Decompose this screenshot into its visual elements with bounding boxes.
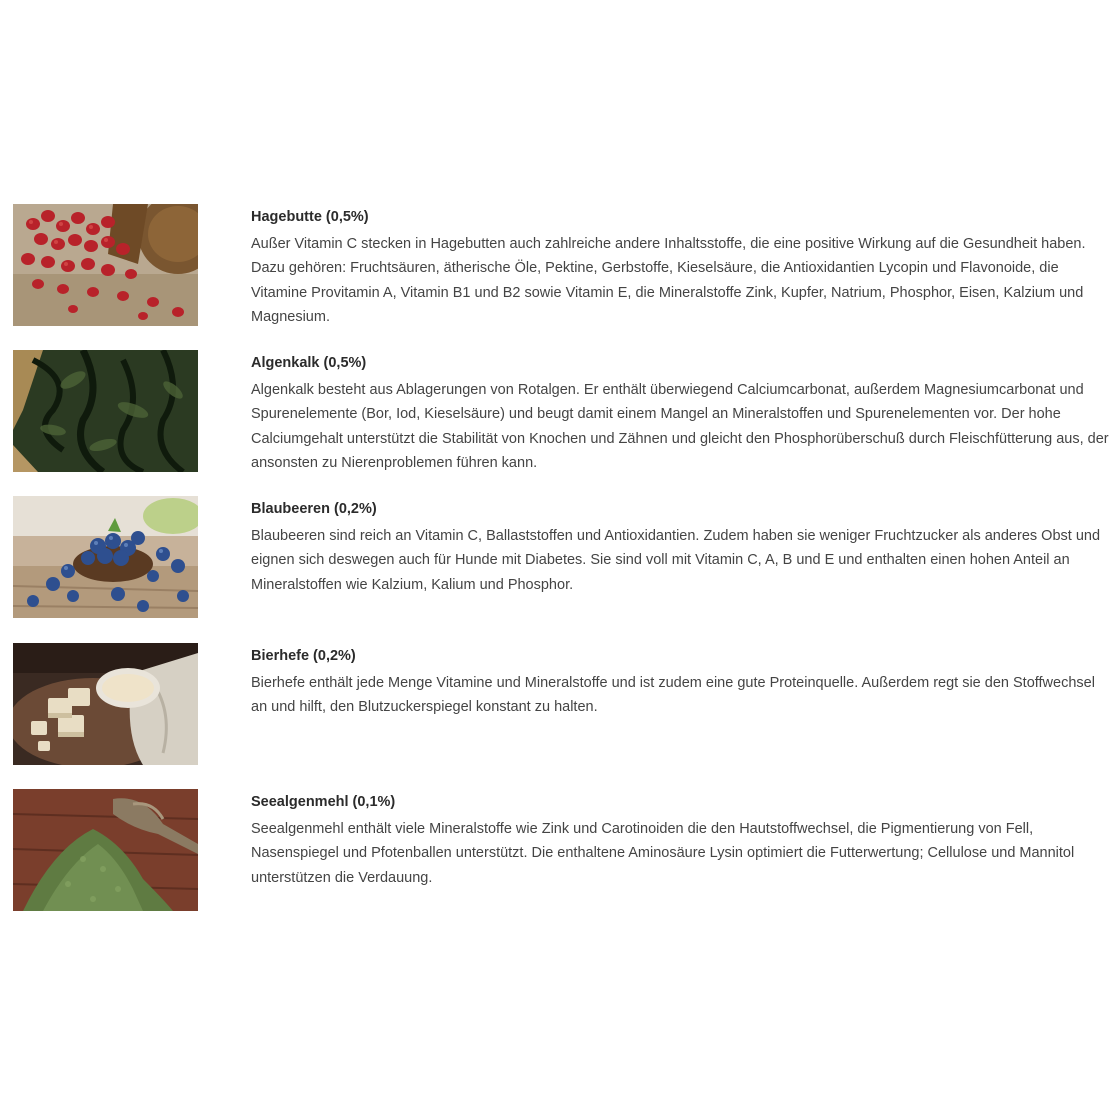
ingredient-description: Blaubeeren sind reich an Vitamin C, Ballaststoffen und Antioxidantien. Zudem haben sie weniger Fruchtzucker als anderes Obst und eignen sich deswegen auch für Hunde mit Diabetes. Sie sind voll mit Vitamin C, A, B und E und enthalten einen hohen Anteil an Mineralstoffen wie Kalzium, Kalium und Phosphor.: [251, 528, 1101, 593]
ingredient-title: Blaubeeren (0,2%): [251, 501, 377, 517]
yeast-photo: [13, 643, 198, 765]
blueberries-image-icon: [13, 496, 198, 618]
ingredient-blaubeeren: [13, 496, 1113, 620]
yeast-image-icon: [13, 643, 198, 765]
ingredient-bierhefe: [13, 643, 1113, 767]
seaweed-image-icon: [13, 350, 198, 472]
seaweed-powder-image-icon: [13, 789, 198, 911]
ingredient-seealgenmehl: [13, 789, 1113, 913]
blueberries-photo: [13, 496, 198, 618]
ingredient-hagebutte: [13, 204, 1113, 328]
ingredient-description: Außer Vitamin C stecken in Hagebutten auch zahlreiche andere Inhaltsstoffe, die eine positive Wirkung auf die Gesundheit haben. Dazu gehören: Fruchtsäuren, ätherische Öle, Pektine, Gerbstoffe, Kieselsäure, die Antioxidantien Lycopin und Flavonoide, die Vitamine Provitamin A, Vitamin B1 und B2 sowie Vitamin E, die Mineralstoffe Zink, Kupfer, Natrium, Phosphor, Eisen, Kalzium und Magnesium.: [251, 236, 1086, 325]
ingredient-algenkalk: [13, 350, 1113, 474]
ingredient-title: Bierhefe (0,2%): [251, 648, 356, 664]
ingredient-description: Seealgenmehl enthält viele Mineralstoffe wie Zink und Carotinoiden die den Hautstoffwechsel, die Pigmentierung von Fell, Nasenspiegel und Pfotenballen unterstützt. Die enthaltene Aminosäure Lysin optimiert die Futterwertung; Cellulose und Mannitol unterstützen die Verdauung.: [251, 821, 1075, 886]
seaweed-powder-photo: [13, 789, 198, 911]
ingredient-title: Algenkalk (0,5%): [251, 355, 367, 371]
ingredient-description: Algenkalk besteht aus Ablagerungen von Rotalgen. Er enthält überwiegend Calciumcarbonat, außerdem Magnesiumcarbonat und Spurenelemente (Bor, Iod, Kieselsäure) und beugt damit einem Mangel an Mineralstoffen und Spurenelementen vor. Der hohe Calciumgehalt unterstützt die Stabilität von Knochen und Zähnen und gleicht den Phosphorüberschuß durch Fleischfütterung aus, der ansonsten zu Nierenproblemen führen kann.: [251, 382, 1109, 471]
ingredient-title: Seealgenmehl (0,1%): [251, 794, 396, 810]
seaweed-photo: [13, 350, 198, 472]
rosehip-image-icon: [13, 204, 198, 326]
ingredient-description: Bierhefe enthält jede Menge Vitamine und Mineralstoffe und ist zudem eine gute Proteinquelle. Außerdem regt sie den Stoffwechsel an und hilft, den Blutzuckerspiegel konstant zu halten.: [251, 675, 1095, 716]
ingredient-title: Hagebutte (0,5%): [251, 209, 369, 225]
rosehip-photo: [13, 204, 198, 326]
